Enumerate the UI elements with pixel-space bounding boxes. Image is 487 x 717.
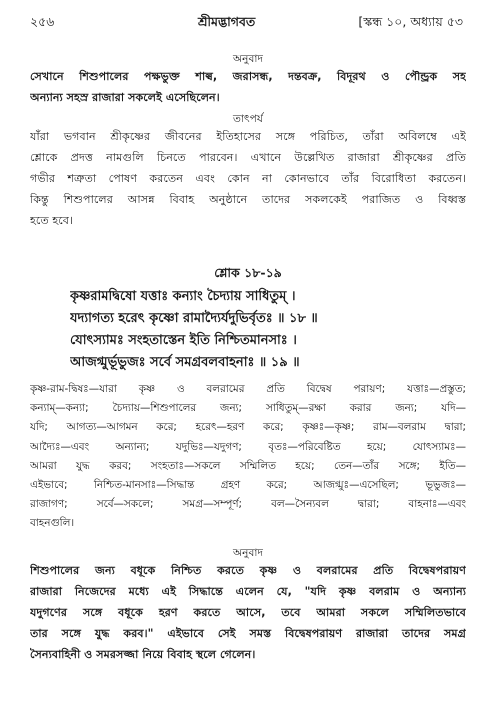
purport-line: হতে হবে।: [30, 214, 73, 227]
translation-line: অন্যান্য সহস্র রাজারা সকলেই এসেছিলেন।: [30, 91, 220, 104]
synonym-line: বাহনগুলি।: [30, 517, 75, 530]
translation-line: তার সঙ্গে যুদ্ধ করব।" এইভাবে সেই সমস্ত বিদ্বেষপরায়ণ রাজারা তাদের সমগ্র: [30, 627, 466, 640]
translation-section-2: [30, 546, 466, 665]
translation-section-1: [30, 52, 466, 108]
purport-line: গভীর শত্রুতা পোষণ করতেন এবং কোন না কোনভাবে তাঁর বিরোধিতা করতেন।: [30, 172, 466, 185]
page-header: [30, 14, 463, 34]
purport-section: [30, 112, 466, 231]
verse-line: আজগ্মুর্ভূভুজঃ সর্বে সমগ্রবলবাহনাঃ ॥ ১৯ ॥: [70, 355, 300, 370]
chapter-reference: [স্কন্ধ ১০, অধ্যায় ৫৩: [358, 14, 463, 29]
synonym-line: আমরা যুদ্ধ করব; সংহতাঃ—সকলে সম্মিলিত হয়ে; তেন—তাঁর সঙ্গে; ইতি—: [30, 459, 466, 472]
synonym-line: কন্যাম্—কন্যা; চৈদ্যায়—শিশুপালের জন্য; সাধিতুম্—রক্ষা করার জন্য; যদি—: [30, 402, 466, 415]
synonym-line: কৃষ্ণ-রাম-দ্বিষঃ—যারা কৃষ্ণ ও বলরামের প্রতি বিদ্বেষ পরায়ণ; যত্তাঃ—প্রস্তুত;: [30, 383, 466, 395]
verse-text: [70, 286, 460, 374]
verse-line: কৃষ্ণরামদ্বিষো যত্তাঃ কন্যাং চৈদ্যায় সাধিতুম্ ।: [70, 289, 296, 304]
translation-line: রাজারা নিজেদের মধ্যে এই সিদ্ধান্তে এলেন যে, "যদি কৃষ্ণ বলরাম ও অন্যান্য: [30, 585, 466, 598]
translation-line: সৈন্যবাহিনী ও সমরসজ্জা নিয়ে বিবাহ স্থলে গেলেন।: [30, 648, 256, 661]
synonym-line: আদ্যৈঃ—এবং অন্যান্য; যদুভিঃ—যদুগণ; বৃতঃ—পরিবেষ্টিত হয়ে; যোৎস্যামঃ—: [30, 440, 466, 453]
purport-line: যাঁরা ভগবান শ্রীকৃষ্ণের জীবনের ইতিহাসের সঙ্গে পরিচিত, তাঁরা অবিলম্বে এই: [30, 130, 466, 143]
translation-heading: অনুবাদ: [232, 53, 264, 65]
translation-line: শিশুপালের জন্য বধূকে নিশ্চিত করতে কৃষ্ণ ও বলরামের প্রতি বিদ্বেষপরায়ণ: [30, 564, 466, 577]
verse-line: যোৎস্যামঃ সংহতাস্তেন ইতি নিশ্চিতমানসাঃ ।: [70, 333, 297, 348]
synonyms-section: [30, 380, 466, 534]
book-title: শ্রীমদ্ভাগবত: [198, 14, 256, 29]
purport-line: শ্লোকে প্রদত্ত নামগুলি চিনতে পারবেন। এখানে উল্লেখিত রাজারা শ্রীকৃষ্ণের প্রতি: [30, 151, 466, 164]
verse-line: যদ্যাগত্য হরেৎ কৃষ্ণো রামাদ্যৈর্যদুভির্বৃতঃ ॥ ১৮ ॥: [70, 311, 318, 326]
translation-line: যদুগণের সঙ্গে বধূকে হরণ করতে আসে, তবে আমরা সকলে সম্মিলিতভাবে: [30, 606, 466, 619]
synonym-line: যদি; আগত্য—আগমন করে; হরেৎ—হরণ করে; কৃষ্ণঃ—কৃষ্ণ; রাম—বলরাম দ্বারা;: [30, 421, 466, 434]
translation-line: সেখানে শিশুপালের পক্ষভুক্ত শাল্ব, জরাসন্ধ, দন্তবক্র, বিদূরথ ও পৌন্ড্রক সহ: [30, 70, 466, 83]
purport-line: কিন্তু শিশুপালের আসন্ন বিবাহ অনুষ্ঠানে তাদের সকলকেই পরাজিত ও বিধ্বস্ত: [30, 193, 466, 206]
verse-label: শ্লোক ১৮-১৯: [214, 265, 282, 280]
translation-heading: অনুবাদ: [232, 547, 264, 559]
purport-heading: তাৎপর্য: [233, 113, 263, 125]
synonym-line: রাজাগণ; সর্বে—সকলে; সমগ্র—সম্পূর্ণ; বল—সৈন্যবল দ্বারা; বাহনাঃ—এবং: [30, 498, 466, 511]
synonym-line: এইভাবে; নিশ্চিত-মানসাঃ—সিদ্ধান্ত গ্রহণ করে; আজগ্মুঃ—এসেছিল; ভূভুজঃ—: [30, 479, 466, 492]
page-number: ২৫৬: [30, 14, 55, 29]
